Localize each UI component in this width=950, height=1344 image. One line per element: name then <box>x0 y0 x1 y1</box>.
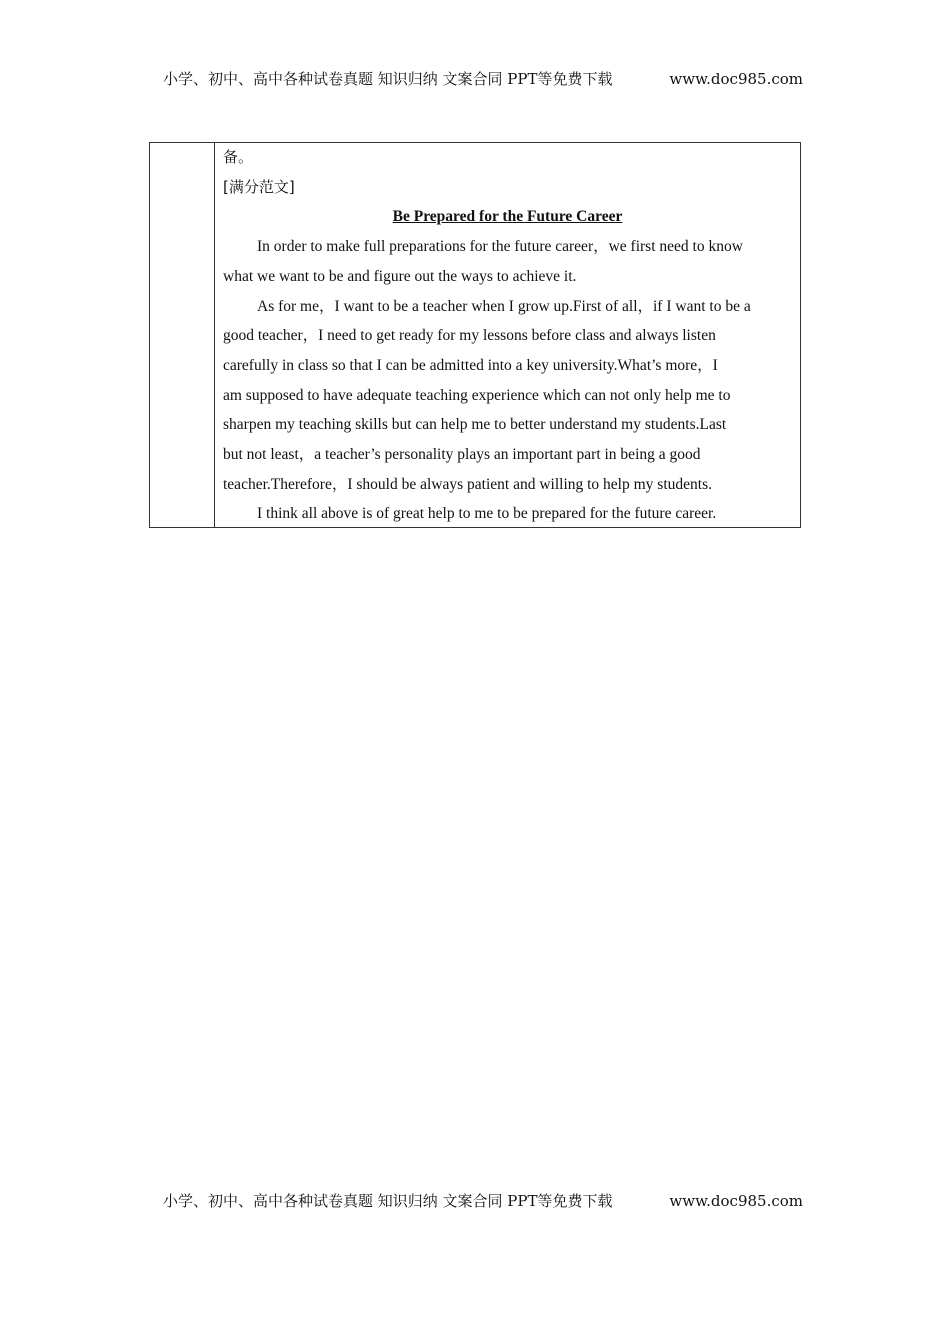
essay-line: teacher.Therefore，I should be always patient and willing to help my students. <box>223 475 712 493</box>
essay-line: As for me，I want to be a teacher when I grow up.First of all，if I want to be a <box>257 297 751 315</box>
essay-line: I think all above is of great help to me to be prepared for the future career. <box>257 505 717 523</box>
essay-line: sharpen my teaching skills but can help me to better understand my students.Last <box>223 416 727 434</box>
section-label: [满分范文] <box>223 177 295 196</box>
essay-line: carefully in class so that I can be admitted into a key university.What’s more，I <box>223 356 718 374</box>
footer-website: www.doc985.com <box>669 1192 803 1210</box>
page-footer <box>163 1191 803 1211</box>
footer-left-text: 小学、初中、高中各种试卷真题 知识归纳 文案合同 PPT等免费下载 <box>163 1192 613 1210</box>
essay-line: what we want to be and figure out the ways to achieve it. <box>223 267 577 285</box>
text-fragment: 备。 <box>223 148 254 166</box>
content-table <box>149 142 801 528</box>
essay-line: good teacher，I need to get ready for my lessons before class and always listen <box>223 327 716 345</box>
essay-line: am supposed to have adequate teaching experience which can not only help me to <box>223 386 731 404</box>
essay-line: In order to make full preparations for the future career，we first need to know <box>257 238 743 256</box>
header-left-text: 小学、初中、高中各种试卷真题 知识归纳 文案合同 PPT等免费下载 <box>163 70 613 88</box>
table-left-cell <box>150 143 215 527</box>
essay-line: but not least，a teacher’s personality plays an important part in being a good <box>223 446 701 464</box>
page-header <box>163 69 803 89</box>
essay-title: Be Prepared for the Future Career <box>392 208 623 226</box>
header-website: www.doc985.com <box>669 70 803 88</box>
table-right-cell <box>215 143 800 527</box>
